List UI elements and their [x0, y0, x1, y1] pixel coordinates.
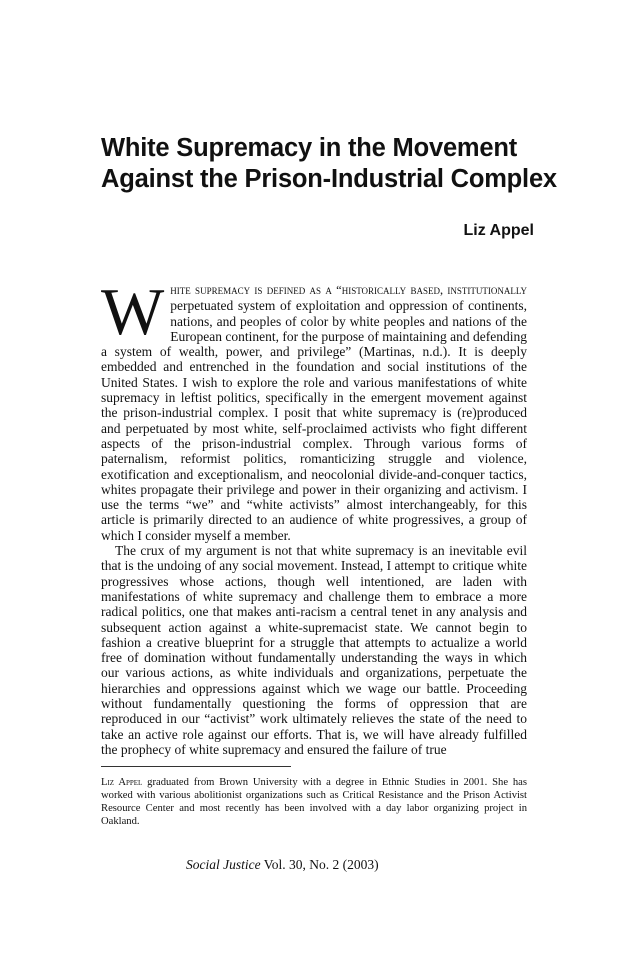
footnote-author-name: Liz Appel	[101, 777, 143, 788]
paragraph-2: The crux of my argument is not that white supremacy is an inevitable evil that is the undoing of any social movement. Instead, I attempt to critique white progressives whose actions, though well intentioned, are laden with manifestations of white supremacy and challenge them to embrace a more radical politics, one that makes anti-racism a central tenet in any analysis and subsequent action against a white-supremacist state. We cannot begin to fashion a creative blueprint for a struggle that attempts to actualize a world free of domination without fundamentally understanding the ways in which our various actions, as white individuals and organizations, perpetuate the hierarchies and oppressions against which we wage our battle. Proceeding without fundamentally questioning the forms of oppression that are reproduced in our “activist” work ultimately relieves the state of the need to take an active role against our efforts. That is, we will have already fulfilled the prophecy of white supremacy and ensured the failure of true	[101, 543, 527, 757]
author-footnote	[101, 776, 527, 828]
paragraph-1-text: perpetuated system of exploitation and oppression of continents, nations, and peoples of color by white peoples and nations of the European continent, for the purpose of maintaining and defending a system of wealth, power, and privilege” (Martinas, n.d.). It is deeply embedded and entrenched in the foundation and social institutions of the United States. I wish to explore the role and various manifestations of white supremacy in leftist politics, specifically in the emergent movement against the prison-industrial complex. I posit that white supremacy is (re)produced and perpetuated by most white, self-proclaimed activists who fight different aspects of the prison-industrial complex. Through various forms of paternalism, reformist politics, romanticizing struggle and violence, exotification and exceptionalism, and neocolonial divide-and-conquer tactics, whites propagate their privilege and power in their organizing and activism. I use the terms “we” and “white activists” almost interchangeably, for this article is primarily directed to an audience of white progressives, a group of which I consider myself a member.	[101, 298, 527, 543]
drop-cap: W	[101, 275, 165, 349]
paragraph-1	[101, 275, 527, 543]
article-body	[101, 275, 527, 757]
journal-name: Social Justice	[186, 857, 261, 872]
footnote-text: graduated from Brown University with a degree in Ethnic Studies in 2001. She has worked with various abolitionist organizations such as Critical Resistance and the Prison Activist Resource Center and most recently has been involved with a day labor organizing project in Oakland.	[101, 777, 527, 827]
footnote-divider	[101, 766, 291, 767]
lead-in-smallcaps: hite supremacy is defined as a “historically based, institutionally	[170, 283, 527, 297]
journal-details: Vol. 30, No. 2 (2003)	[263, 857, 379, 872]
journal-citation	[186, 857, 379, 873]
article-title: White Supremacy in the Movement Against the Prison-Industrial Complex	[101, 134, 557, 193]
author-name: Liz Appel	[463, 222, 534, 239]
